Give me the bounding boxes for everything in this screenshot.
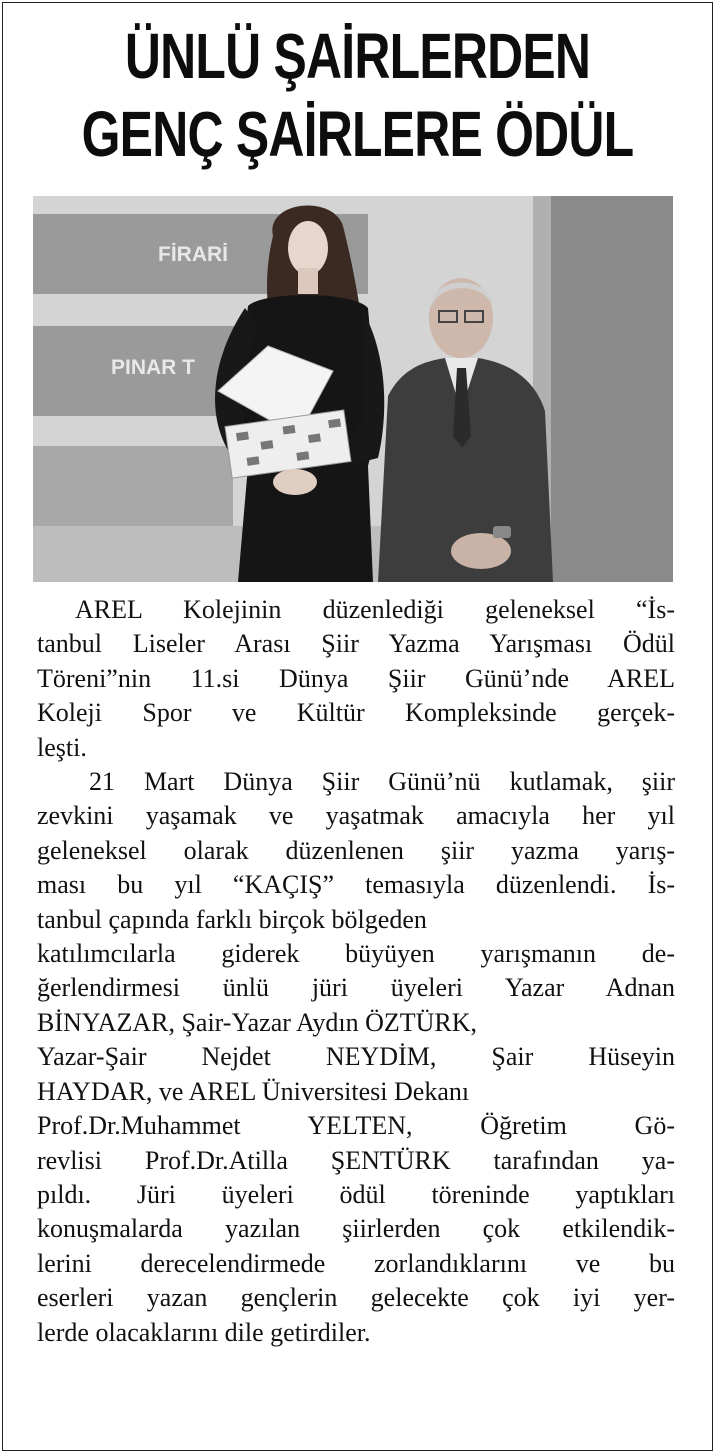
text-line: Töreni”nin 11.si Dünya Şiir Günü’nde AREL: [37, 663, 675, 693]
text-line: pıldı. Jüri üyeleri ödül töreninde yaptıkları: [37, 1179, 675, 1209]
text-line: Prof.Dr.Muhammet YELTEN, Öğretim Gö-: [37, 1111, 675, 1141]
sign-text-2: PINAR T: [111, 356, 195, 379]
text-line: tanbul çapında farklı birçok bölgeden: [37, 904, 427, 934]
text-line: eserleri yazan gençlerin gelecekte çok iyi yer-: [37, 1283, 675, 1313]
text-line: ması bu yıl “KAÇIŞ” temasıyla düzenlendi. İs-: [37, 870, 675, 900]
text-line: revlisi Prof.Dr.Atilla ŞENTÜRK tarafından ya-: [37, 1145, 675, 1175]
photo-illustration: [33, 196, 673, 582]
text-line: zevkini yaşamak ve yaşatmak amacıyla her yıl: [37, 801, 675, 831]
text-line: lerini derecelendirmede zorlandıklarını ve bu: [37, 1248, 675, 1278]
headline: [81, 17, 634, 173]
sign-text-1: FİRARİ: [158, 243, 228, 266]
article-body: [37, 593, 675, 1350]
text-line: lerde olacaklarını dile getirdiler.: [37, 1317, 371, 1347]
text-line: konuşmalarda yazılan şiirlerden çok etkilendik-: [37, 1214, 675, 1244]
text-line: HAYDAR, ve AREL Üniversitesi Dekanı: [37, 1076, 470, 1106]
text-line: 21 Mart Dünya Şiir Günü’nü kutlamak, şiir: [89, 767, 675, 797]
headline-line-1: ÜNLÜ ŞAİRLERDEN: [124, 20, 591, 92]
article-paragraph-1: [37, 593, 675, 765]
newspaper-clipping: [2, 2, 713, 1451]
text-line: leşti.: [37, 732, 87, 762]
text-line: Koleji Spor ve Kültür Kompleksinde gerçek-: [37, 698, 675, 728]
text-line: katılımcılarla giderek büyüyen yarışmanın de-: [37, 939, 675, 969]
article-photo: [33, 196, 673, 582]
text-line: BİNYAZAR, Şair-Yazar Aydın ÖZTÜRK,: [37, 1007, 478, 1037]
article-paragraph-2: [37, 765, 675, 1350]
text-line: AREL Kolejinin düzenlediği geleneksel “İs-: [75, 595, 675, 624]
headline-line-2: GENÇ ŞAİRLERE ÖDÜL: [81, 98, 634, 170]
text-line: geleneksel olarak düzenlenen şiir yazma yarış-: [37, 835, 675, 865]
text-line: tanbul Liseler Arası Şiir Yazma Yarışması Ödül: [37, 629, 675, 659]
text-line: ğerlendirmesi ünlü jüri üyeleri Yazar Adnan: [37, 973, 675, 1003]
text-line: Yazar-Şair Nejdet NEYDİM, Şair Hüseyin: [37, 1042, 675, 1072]
